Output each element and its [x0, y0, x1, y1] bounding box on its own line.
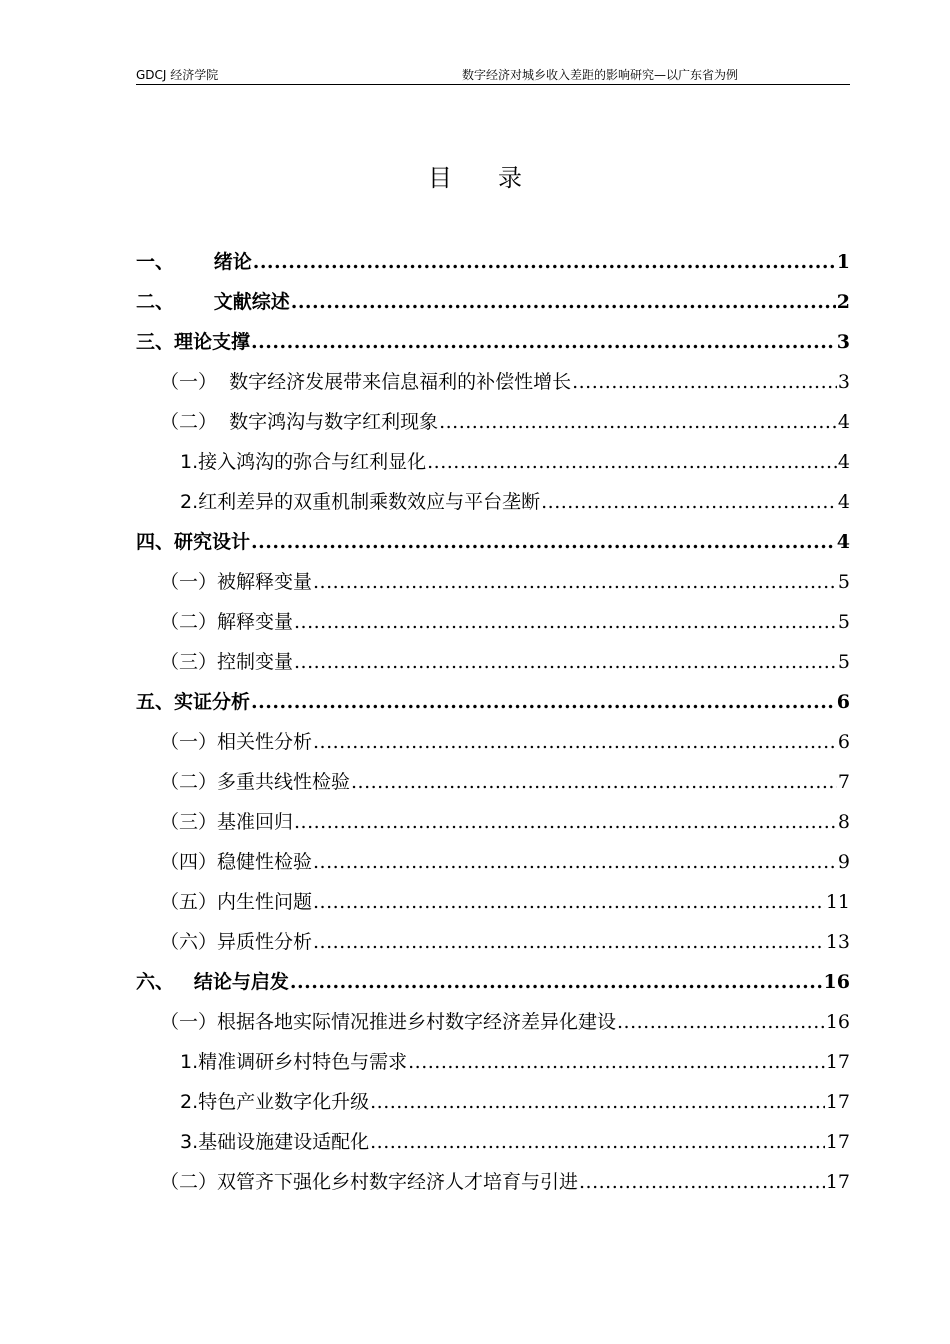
- title-char-2: 录: [498, 164, 522, 192]
- running-header: [136, 66, 850, 85]
- toc-entry[interactable]: [136, 402, 850, 442]
- toc-dot-leader: [579, 1162, 825, 1202]
- toc-entry[interactable]: [136, 762, 850, 802]
- toc-entry[interactable]: [136, 962, 850, 1002]
- toc-entry[interactable]: [136, 882, 850, 922]
- toc-dot-leader: [313, 562, 837, 602]
- toc-entry[interactable]: [136, 362, 850, 402]
- toc-entry-page-number: 5: [837, 571, 850, 593]
- toc-entry-label: 1.接入鸿沟的弥合与红利显化: [180, 451, 427, 473]
- toc-entry-label: 二、 文献综述: [136, 291, 290, 313]
- toc-entry[interactable]: [136, 1162, 850, 1202]
- toc-entry-page-number: 16: [823, 971, 850, 993]
- toc-entry-label: 1.精准调研乡村特色与需求: [180, 1051, 408, 1073]
- toc-entry-label: （二）双管齐下强化乡村数字经济人才培育与引进: [160, 1171, 579, 1193]
- toc-entry-label: （五）内生性问题: [160, 891, 313, 913]
- toc-entry[interactable]: [136, 522, 850, 562]
- toc-entry-label: （一）相关性分析: [160, 731, 313, 753]
- toc-entry-label: 2.红利差异的双重机制乘数效应与平台垄断: [180, 491, 541, 513]
- toc-dot-leader: [313, 882, 825, 922]
- toc-entry-label: （三）基准回归: [160, 811, 294, 833]
- toc-entry-page-number: 3: [836, 331, 850, 353]
- toc-entry-page-number: 13: [825, 931, 850, 953]
- toc-entry[interactable]: [136, 722, 850, 762]
- toc-dot-leader: [370, 1082, 825, 1122]
- toc-entry-page-number: 17: [825, 1051, 850, 1073]
- toc-dot-leader: [253, 242, 836, 282]
- toc-entry-label: （二）多重共线性检验: [160, 771, 351, 793]
- toc-dot-leader: [290, 962, 823, 1002]
- toc-dot-leader: [617, 1002, 825, 1042]
- toc-dot-leader: [351, 762, 837, 802]
- header-paper-title: 数字经济对城乡收入差距的影响研究—以广东省为例: [462, 68, 739, 82]
- toc-entry[interactable]: [136, 642, 850, 682]
- toc-entry-page-number: 17: [825, 1091, 850, 1113]
- toc-entry-page-number: 1: [836, 251, 850, 273]
- table-of-contents: [136, 242, 850, 1202]
- toc-dot-leader: [251, 522, 836, 562]
- toc-entry-page-number: 4: [837, 491, 850, 513]
- toc-entry-label: （二）解释变量: [160, 611, 294, 633]
- toc-entry-label: （一）根据各地实际情况推进乡村数字经济差异化建设: [160, 1011, 617, 1033]
- toc-entry-label: （一）被解释变量: [160, 571, 313, 593]
- toc-entry-page-number: 3: [837, 371, 850, 393]
- toc-dot-leader: [291, 282, 836, 322]
- toc-entry[interactable]: [136, 562, 850, 602]
- toc-dot-leader: [427, 442, 837, 482]
- toc-entry[interactable]: [136, 922, 850, 962]
- toc-entry-label: （三）控制变量: [160, 651, 294, 673]
- toc-entry[interactable]: [136, 842, 850, 882]
- toc-entry[interactable]: [136, 242, 850, 282]
- toc-entry-label: （一） 数字经济发展带来信息福利的补偿性增长: [160, 371, 572, 393]
- toc-entry[interactable]: [136, 1042, 850, 1082]
- toc-entry-label: （六）异质性分析: [160, 931, 313, 953]
- toc-entry-page-number: 8: [837, 811, 850, 833]
- toc-dot-leader: [251, 322, 836, 362]
- toc-dot-leader: [313, 922, 825, 962]
- toc-entry-label: （四）稳健性检验: [160, 851, 313, 873]
- toc-entry-page-number: 5: [837, 611, 850, 633]
- page-title: [0, 162, 950, 194]
- toc-dot-leader: [408, 1042, 825, 1082]
- toc-entry-page-number: 6: [837, 731, 850, 753]
- toc-entry-label: 三、理论支撑: [136, 331, 251, 353]
- toc-entry[interactable]: [136, 1082, 850, 1122]
- header-institution: GDCJ 经济学院: [136, 68, 219, 82]
- toc-dot-leader: [439, 402, 837, 442]
- toc-entry[interactable]: [136, 282, 850, 322]
- toc-entry-label: （二） 数字鸿沟与数字红利现象: [160, 411, 439, 433]
- toc-entry[interactable]: [136, 1002, 850, 1042]
- toc-entry[interactable]: [136, 442, 850, 482]
- toc-dot-leader: [313, 842, 837, 882]
- toc-dot-leader: [251, 682, 836, 722]
- toc-entry-page-number: 4: [837, 411, 850, 433]
- toc-dot-leader: [294, 602, 837, 642]
- toc-entry-page-number: 11: [825, 891, 850, 913]
- toc-entry-label: 五、实证分析: [136, 691, 251, 713]
- toc-entry-label: 六、 结论与启发: [136, 971, 289, 993]
- toc-entry-page-number: 9: [837, 851, 850, 873]
- toc-entry-page-number: 16: [825, 1011, 850, 1033]
- toc-entry-page-number: 2: [836, 291, 850, 313]
- toc-entry-page-number: 7: [837, 771, 850, 793]
- title-char-1: 目: [428, 164, 452, 192]
- toc-dot-leader: [313, 722, 837, 762]
- toc-entry-page-number: 17: [825, 1171, 850, 1193]
- toc-entry-page-number: 17: [825, 1131, 850, 1153]
- toc-entry[interactable]: [136, 322, 850, 362]
- toc-dot-leader: [541, 482, 837, 522]
- toc-dot-leader: [294, 642, 837, 682]
- toc-dot-leader: [294, 802, 837, 842]
- toc-entry[interactable]: [136, 482, 850, 522]
- toc-entry[interactable]: [136, 682, 850, 722]
- toc-entry[interactable]: [136, 1122, 850, 1162]
- toc-entry-page-number: 5: [837, 651, 850, 673]
- toc-entry-label: 一、 绪论: [136, 251, 252, 273]
- toc-dot-leader: [370, 1122, 825, 1162]
- toc-entry[interactable]: [136, 802, 850, 842]
- toc-entry[interactable]: [136, 602, 850, 642]
- toc-entry-page-number: 4: [836, 531, 850, 553]
- toc-entry-page-number: 4: [837, 451, 850, 473]
- toc-entry-page-number: 6: [836, 691, 850, 713]
- toc-entry-label: 四、研究设计: [136, 531, 251, 553]
- toc-entry-label: 3.基础设施建设适配化: [180, 1131, 370, 1153]
- toc-entry-label: 2.特色产业数字化升级: [180, 1091, 370, 1113]
- toc-dot-leader: [572, 362, 837, 402]
